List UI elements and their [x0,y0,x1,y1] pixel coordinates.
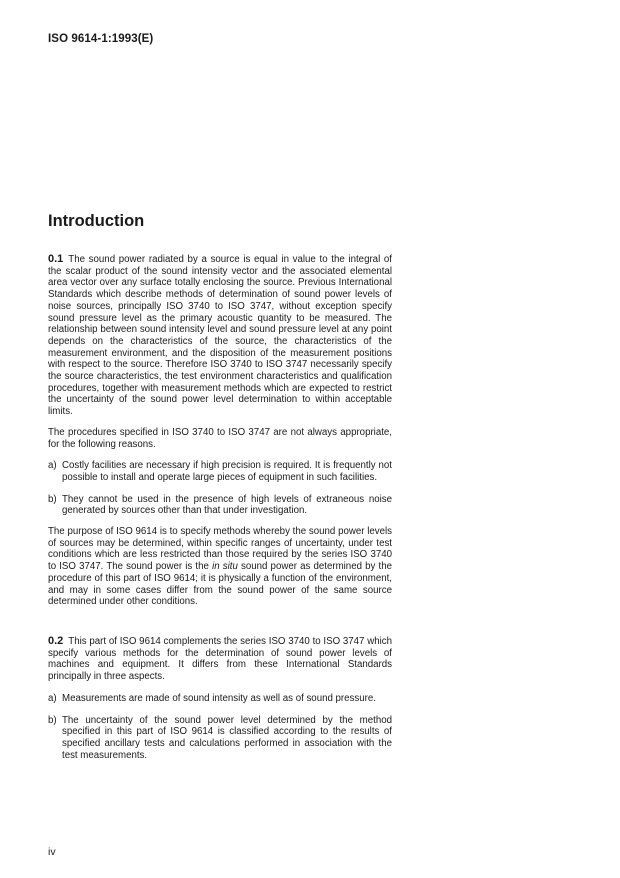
list-item-b [48,494,392,517]
paragraph-3-text-end: sound power as determined by the procedure of this part of ISO 9614; it is physically a function of the environment, and may in some cases differ from the sound power of the same source determined under other conditions. [48,561,392,608]
page-number: iv [48,846,56,858]
section-0-1-paragraph-2: The procedures specified in ISO 3740 to ISO 3747 are not always appropriate, for the following reasons. [48,426,392,450]
section-0-2-paragraph-1 [48,636,392,683]
in-situ-emphasis: in situ [212,561,238,573]
document-header-id: ISO 9614-1:1993(E) [48,33,154,45]
paragraph-3-text-start: The purpose of ISO 9614 is to specify methods whereby the sound power levels of sources may be determined, within specific ranges of uncertainty, under test conditions which are less restricted than those required by the series ISO 3740 to ISO 3747. The sound power is the [48,526,392,573]
list-marker: a) [48,460,57,472]
list-item-text: The uncertainty of the sound power level determined by the method specified in this part of ISO 9614 is classified according to the results of specified ancillary tests and calculations performed in association with the test measurements. [62,714,392,761]
list-item-text: Costly facilities are necessary if high precision is required. It is frequently not possible to install and operate large pieces of equipment in such facilities. [62,460,392,483]
list-item-text: Measurements are made of sound intensity as well as of sound pressure. [62,692,376,704]
page-title: Introduction [48,212,145,230]
section-number-0-2: 0.2 [48,634,64,647]
section-0-1-paragraph-1-text: The sound power radiated by a source is equal in value to the integral of the scalar product of the sound intensity vector and the associated elemental area vector over any surface totally enclosing the source. Previous International Standards which describe methods of determination of sound power levels of noise sources, principally ISO 3740 to ISO 3747, without exception specify sound pressure level as the primary acoustic quantity to be measured. The relationship between sound intensity level and sound pressure level at any point depends on the characteristics of the source, the characteristics of the measurement environment, and the disposition of the measurement positions with respect to the source. Therefore ISO 3740 to ISO 3747 necessarily specify the source characteristics, the test environment characteristics and qualification procedures, together with measurement methods which are expected to restrict the uncertainty of the sound power level determination to within acceptable limits. [48,254,392,418]
section-number-0-1: 0.1 [48,253,64,265]
list-item-text: They cannot be used in the presence of high levels of extraneous noise generated by sources other than that under investigation. [62,493,392,517]
list-item-a [48,693,392,705]
list-marker: b) [48,714,57,726]
list-item-a [48,460,392,483]
section-0-1-paragraph-1 [48,254,392,418]
list-marker: b) [48,493,57,505]
section-0-2-paragraph-1-text: This part of ISO 9614 complements the series ISO 3740 to ISO 3747 which specify various methods for the determination of sound power levels of machines and equipment. It differs from these International Standards principally in three aspects. [48,635,392,683]
list-marker: a) [48,692,57,704]
list-item-b [48,715,392,762]
section-0-1-paragraph-3 [48,526,392,608]
body-text [48,254,392,761]
